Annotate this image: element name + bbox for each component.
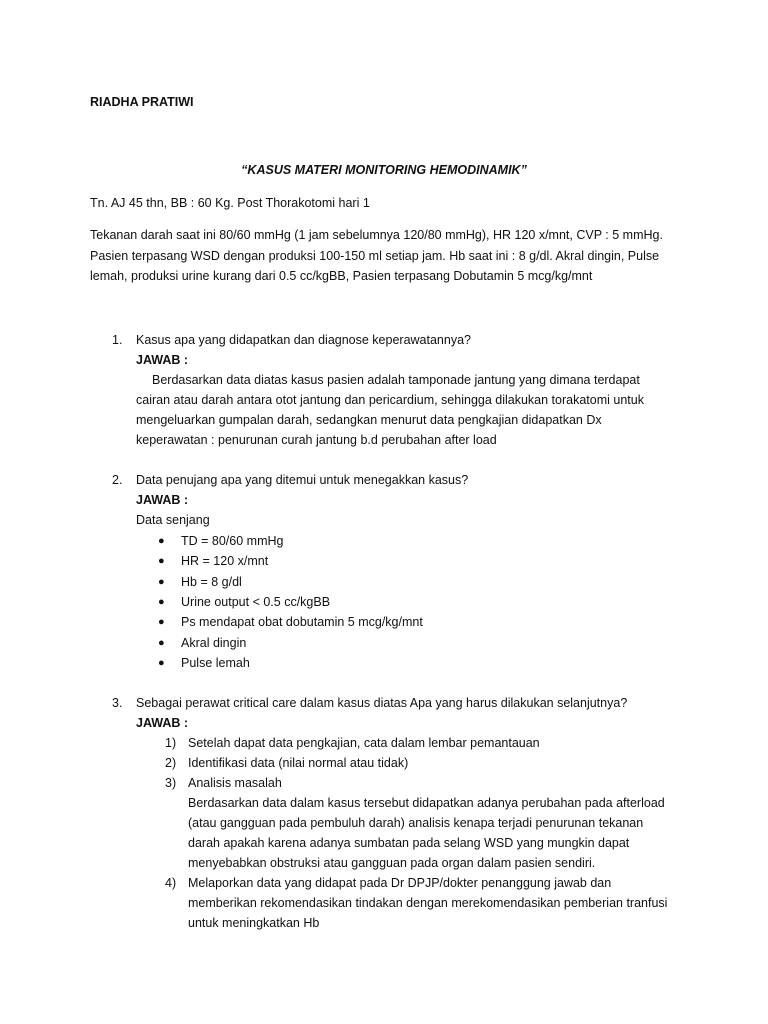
question-number: 1. — [112, 333, 123, 347]
step-number: 2) — [165, 756, 177, 770]
bullet-item: Akral dingin — [181, 636, 247, 650]
answer-line: keperawatan : penurunan curah jantung b.d perubahan after load — [136, 433, 497, 447]
bullet-icon: ● — [158, 657, 165, 669]
answer-label: JAWAB : — [136, 353, 189, 367]
answer-label: JAWAB : — [136, 493, 189, 507]
step-text: Analisis masalah — [188, 776, 282, 790]
step-text: menyebabkan obstruksi atau gangguan pada organ dalam pasien sendiri. — [188, 856, 596, 870]
bullet-item: Ps mendapat obat dobutamin 5 mcg/kg/mnt — [181, 615, 423, 629]
question-text: Sebagai perawat critical care dalam kasus diatas Apa yang harus dilakukan selanjutnya? — [136, 696, 628, 710]
step-text: untuk meningkatkan Hb — [188, 916, 320, 930]
bullet-icon: ● — [158, 596, 165, 608]
data-subheading: Data senjang — [136, 513, 210, 527]
step-text: Melaporkan data yang didapat pada Dr DPJP/dokter penanggung jawab dan — [188, 876, 612, 890]
bullet-icon: ● — [158, 637, 165, 649]
answer-line: mengeluarkan gumpalan darah, sedangkan menurut data pengkajian didapatkan Dx — [136, 413, 602, 427]
bullet-item: Urine output < 0.5 cc/kgBB — [181, 595, 331, 609]
answer-line: Berdasarkan data diatas kasus pasien adalah tamponade jantung yang dimana terdapat — [152, 373, 640, 387]
step-text: memberikan rekomendasikan tindakan dengan merekomendasikan pemberian tranfusi — [188, 896, 668, 910]
case-line: lemah, produksi urine kurang dari 0.5 cc/kgBB, Pasien terpasang Dobutamin 5 mcg/kg/mnt — [90, 269, 593, 283]
step-text: (atau gangguan pada pembuluh darah) analisis kenapa terjadi penurunan tekanan — [188, 816, 644, 830]
author-name: RIADHA PRATIWI — [90, 95, 194, 109]
bullet-icon: ● — [158, 616, 165, 628]
step-number: 3) — [165, 776, 177, 790]
answer-line: cairan atau darah antara otot jantung dan pericardium, sehingga dilakukan torakatomi untuk — [136, 393, 644, 407]
case-description — [90, 225, 690, 287]
case-line: Pasien terpasang WSD dengan produksi 100-150 ml setiap jam. Hb saat ini : 8 g/dl. Akral dingin, Pulse — [90, 248, 660, 263]
bullet-icon: ● — [158, 555, 165, 567]
bullet-icon: ● — [158, 576, 165, 588]
bullet-item: TD = 80/60 mmHg — [181, 534, 284, 548]
question-number: 3. — [112, 696, 123, 710]
step-text: Identifikasi data (nilai normal atau tidak) — [188, 756, 409, 770]
document-title: “KASUS MATERI MONITORING HEMODINAMIK” — [241, 163, 527, 177]
step-number: 4) — [165, 876, 177, 890]
bullet-item: HR = 120 x/mnt — [181, 554, 269, 568]
bullet-icon: ● — [158, 535, 165, 547]
case-line: Tekanan darah saat ini 80/60 mmHg (1 jam sebelumnya 120/80 mmHg), HR 120 x/mnt, CVP : 5 mmHg. — [90, 228, 663, 242]
bullet-item: Hb = 8 g/dl — [181, 575, 242, 589]
question-text: Data penujang apa yang ditemui untuk menegakkan kasus? — [136, 473, 469, 487]
question-text: Kasus apa yang didapatkan dan diagnose keperawatannya? — [136, 333, 471, 347]
step-text: darah apakah karena adanya sumbatan pada selang WSD yang mungkin dapat — [188, 836, 630, 850]
step-text: Berdasarkan data dalam kasus tersebut didapatkan adanya perubahan pada afterload — [188, 796, 665, 810]
patient-info: Tn. AJ 45 thn, BB : 60 Kg. Post Thorakotomi hari 1 — [90, 196, 370, 210]
step-number: 1) — [165, 736, 177, 750]
step-text: Setelah dapat data pengkajian, cata dalam lembar pemantauan — [188, 736, 540, 750]
answer-label: JAWAB : — [136, 716, 189, 730]
bullet-item: Pulse lemah — [181, 656, 250, 670]
question-number: 2. — [112, 473, 123, 487]
